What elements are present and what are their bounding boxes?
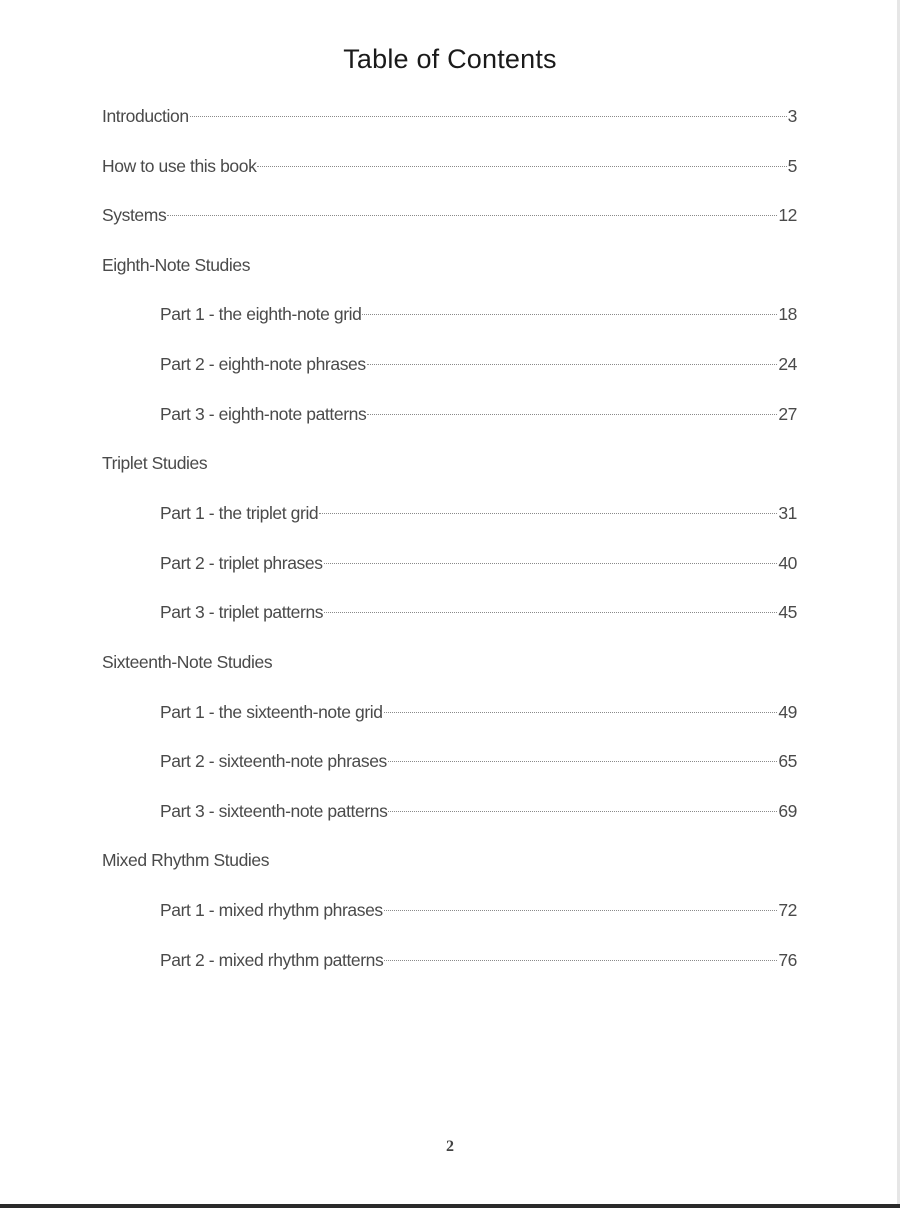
toc-entry-introduction[interactable] (102, 104, 797, 128)
dot-leader (384, 960, 777, 961)
toc-entry-page: 18 (778, 304, 797, 324)
toc-entry-label: Part 3 - triplet patterns (160, 602, 324, 622)
toc-entry-label: Part 1 - mixed rhythm phrases (160, 900, 383, 920)
toc-entry-page: 65 (778, 751, 797, 771)
toc-entry[interactable] (160, 352, 797, 376)
toc-entry[interactable] (160, 700, 797, 724)
toc-entry-page: 24 (778, 354, 797, 374)
page-number: 2 (446, 1138, 454, 1155)
dot-leader (319, 513, 777, 514)
toc-section-heading: Mixed Rhythm Studies (102, 850, 270, 870)
toc-entry[interactable] (160, 600, 797, 624)
toc-entry[interactable] (160, 402, 797, 426)
toc-entry-page: 69 (778, 801, 797, 821)
toc-entry-systems[interactable] (102, 203, 797, 227)
toc-entry[interactable] (160, 898, 797, 922)
toc-entry-page: 5 (787, 156, 797, 176)
toc-entry-page: 12 (778, 205, 797, 225)
toc-entry-page: 31 (778, 503, 797, 523)
toc-entry-page: 76 (778, 950, 797, 970)
dot-leader (324, 563, 778, 564)
page-title: Table of Contents (343, 44, 557, 74)
toc-entry[interactable] (160, 799, 797, 823)
dot-leader (324, 612, 777, 613)
toc-entry-page: 40 (778, 553, 797, 573)
toc-entry-how-to-use[interactable] (102, 154, 797, 178)
toc-entry-label: Part 1 - the sixteenth-note grid (160, 702, 383, 722)
toc-entry-label: Part 1 - the eighth-note grid (160, 304, 362, 324)
dot-leader (388, 811, 777, 812)
dot-leader (190, 116, 787, 117)
page-bottom-border (0, 1204, 900, 1208)
toc-entry[interactable] (160, 501, 797, 525)
dot-leader (388, 761, 777, 762)
toc-entry[interactable] (160, 948, 797, 972)
toc-entry-label: Part 2 - triplet phrases (160, 553, 323, 573)
dot-leader (384, 910, 778, 911)
toc-entry-page: 27 (778, 404, 797, 424)
toc-entry-label: Systems (102, 205, 167, 225)
toc-entry-label: Part 2 - eighth-note phrases (160, 354, 366, 374)
toc-entry-label: How to use this book (102, 156, 257, 176)
toc-entry-label: Introduction (102, 106, 189, 126)
toc-entry-label: Part 3 - eighth-note patterns (160, 404, 367, 424)
toc-entry-label: Part 2 - sixteenth-note phrases (160, 751, 387, 771)
toc-entry[interactable] (160, 749, 797, 773)
dot-leader (257, 166, 786, 167)
toc-entry[interactable] (160, 551, 797, 575)
dot-leader (367, 414, 777, 415)
toc-section-heading: Sixteenth-Note Studies (102, 652, 273, 672)
toc-entry-page: 3 (787, 106, 797, 126)
toc-entry[interactable] (160, 302, 797, 326)
dot-leader (367, 364, 778, 365)
toc-entry-label: Part 3 - sixteenth-note patterns (160, 801, 388, 821)
toc-entry-page: 72 (778, 900, 797, 920)
toc-entry-label: Part 2 - mixed rhythm patterns (160, 950, 384, 970)
dot-leader (167, 215, 777, 216)
toc-entry-page: 45 (778, 602, 797, 622)
toc-entry-page: 49 (778, 702, 797, 722)
toc-section-heading: Triplet Studies (102, 453, 208, 473)
toc-entry-label: Part 1 - the triplet grid (160, 503, 319, 523)
dot-leader (384, 712, 778, 713)
toc-section-heading: Eighth-Note Studies (102, 255, 251, 275)
dot-leader (362, 314, 777, 315)
